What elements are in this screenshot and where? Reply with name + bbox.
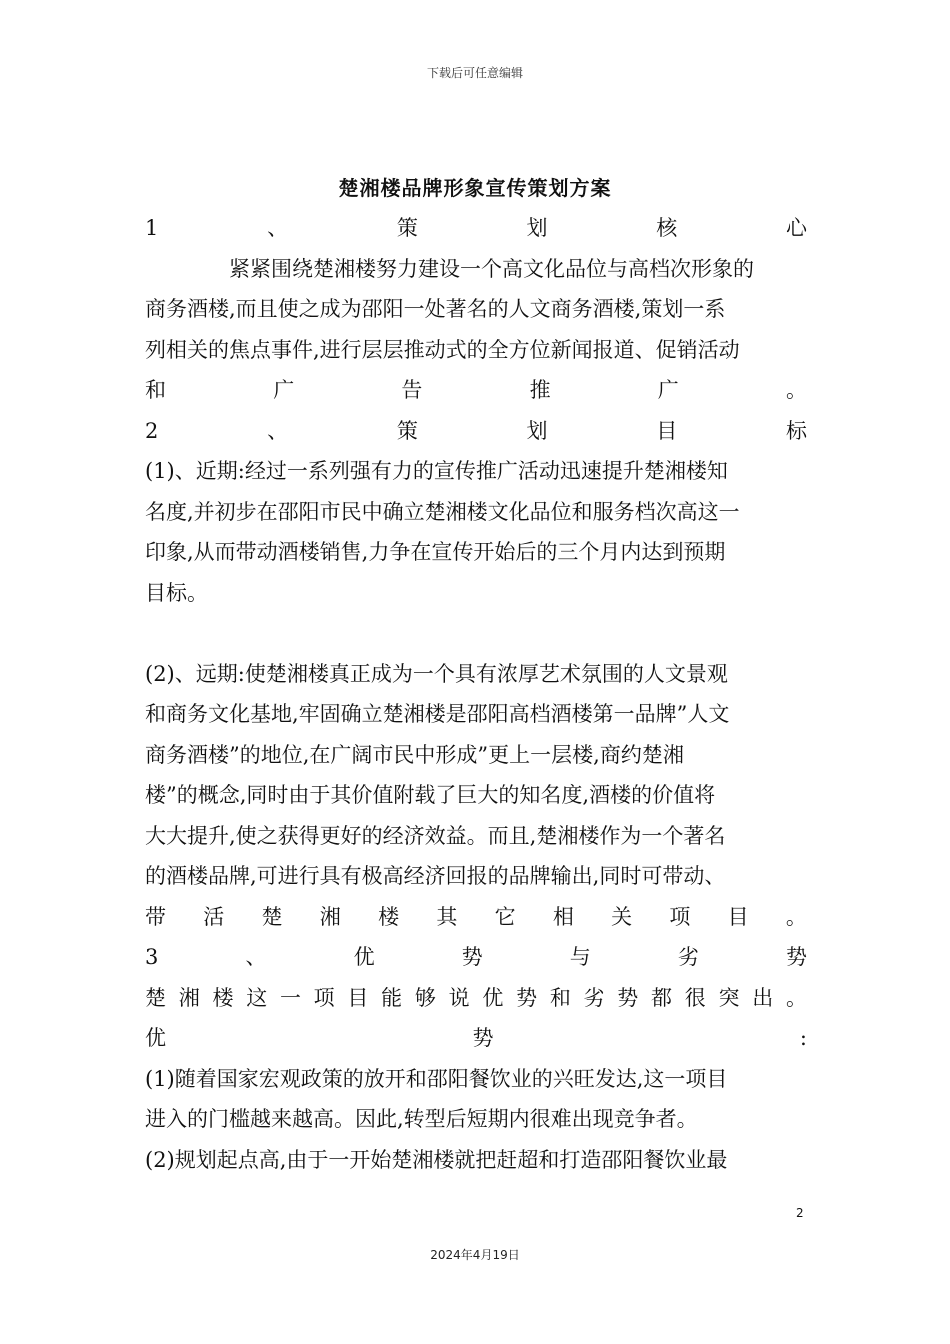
- paragraph-3-line: (2)、远期:使楚湘楼真正成为一个具有浓厚艺术氛围的人文景观: [145, 661, 728, 686]
- text-token: 势: [617, 985, 639, 1010]
- paragraph-3-line: 商务酒楼”的地位,在广阔市民中形成”更上一层楼,商约楚湘: [145, 742, 684, 767]
- text-token: 优: [145, 1026, 166, 1050]
- paragraph-2-line: (1)、近期:经过一系列强有力的宣传推广活动迅速提升楚湘楼知: [145, 459, 728, 483]
- text-token: 带: [145, 904, 166, 929]
- text-token: 、: [267, 216, 289, 240]
- text-token: 广: [273, 378, 295, 402]
- text-token: 楼: [378, 904, 400, 929]
- text-token: 其: [436, 904, 458, 929]
- text-token: 很: [684, 985, 706, 1010]
- text-token: 、: [245, 945, 267, 969]
- section-2-heading: [145, 411, 807, 452]
- paragraph-2-line: 目标。: [145, 580, 208, 605]
- text-token: 与: [569, 945, 591, 969]
- text-token: 。: [785, 985, 807, 1010]
- text-token: 势: [472, 1026, 494, 1050]
- text-token: 策: [396, 216, 418, 240]
- advantages-heading: [145, 1018, 807, 1059]
- paragraph-2-line: 名度,并初步在邵阳市民中确立楚湘楼文化品位和服务档次高这一: [145, 499, 740, 524]
- text-token: 势: [516, 985, 538, 1010]
- text-token: 目: [656, 418, 678, 443]
- text-token: 湘: [319, 904, 341, 929]
- text-token: 突: [718, 985, 740, 1010]
- text-token: 1: [145, 216, 159, 240]
- page-header: 下载后可任意编辑: [426, 66, 523, 80]
- document-body: [145, 208, 807, 1180]
- text-token: 这: [246, 985, 268, 1010]
- paragraph-3-line: 的酒楼品牌,可进行具有极高经济回报的品牌输出,同时可带动、: [145, 864, 726, 888]
- text-token: 它: [494, 904, 516, 929]
- paragraph-4-line: (2)规划起点高,由于一开始楚湘楼就把赶超和打造邵阳餐饮业最: [145, 1147, 728, 1172]
- text-token: 标: [785, 418, 807, 443]
- text-token: 能: [381, 985, 403, 1010]
- text-token: 心: [785, 216, 807, 240]
- document-title: 楚湘楼品牌形象宣传策划方案: [338, 176, 612, 200]
- text-token: 楚: [261, 904, 283, 929]
- text-token: 告: [401, 378, 423, 402]
- text-token: 和: [145, 378, 166, 402]
- text-token: 。: [785, 378, 807, 402]
- text-token: 一: [279, 985, 301, 1010]
- text-token: 湘: [178, 985, 200, 1010]
- text-token: :: [799, 1026, 807, 1050]
- text-token: 划: [526, 216, 548, 240]
- text-token: 活: [203, 904, 225, 929]
- text-token: 相: [552, 904, 574, 929]
- section-3-intro: [145, 978, 807, 1019]
- text-token: 推: [529, 378, 551, 402]
- text-token: 2: [145, 418, 159, 443]
- text-token: 楼: [212, 985, 234, 1010]
- paragraph-3-line: 大大提升,使之获得更好的经济效益。而且,楚湘楼作为一个著名: [145, 823, 726, 848]
- text-token: 。: [785, 904, 807, 929]
- text-token: 优: [482, 985, 504, 1010]
- text-token: 目: [347, 985, 369, 1010]
- text-token: 项: [313, 985, 335, 1010]
- page-number: 2: [796, 1206, 804, 1220]
- text-token: 、: [267, 418, 289, 443]
- paragraph-3-line: 和商务文化基地,牢固确立楚湘楼是邵阳高档酒楼第一品牌”人文: [145, 702, 730, 726]
- section-3-heading: [145, 937, 807, 978]
- text-token: 和: [549, 985, 571, 1010]
- text-token: 楚: [145, 985, 166, 1010]
- paragraph-4-line: 进入的门槛越来越高。因此,转型后短期内很难出现竞争者。: [145, 1107, 698, 1131]
- text-token: 都: [651, 985, 673, 1010]
- paragraph-3-end: [145, 897, 807, 938]
- text-token: 划: [526, 418, 548, 443]
- blank-line: [145, 613, 807, 654]
- text-token: 势: [785, 945, 807, 969]
- text-token: 目: [727, 904, 749, 929]
- text-token: 关: [611, 904, 633, 929]
- text-token: 劣: [677, 945, 699, 969]
- text-token: 核: [656, 216, 678, 240]
- text-token: 策: [396, 418, 418, 443]
- paragraph-3-line: 楼”的概念,同时由于其价值附载了巨大的知名度,酒楼的价值将: [145, 783, 716, 807]
- paragraph-2-line: 印象,从而带动酒楼销售,力争在宣传开始后的三个月内达到预期: [145, 540, 726, 564]
- text-token: 够: [414, 985, 436, 1010]
- text-token: 项: [669, 904, 691, 929]
- text-token: 出: [752, 985, 774, 1010]
- text-token: 说: [448, 985, 470, 1010]
- paragraph-1-line: 列相关的焦点事件,进行层层推动式的全方位新闻报道、促销活动: [145, 337, 740, 362]
- text-token: 势: [461, 945, 483, 969]
- text-token: 劣: [583, 985, 605, 1010]
- text-token: 3: [145, 945, 159, 969]
- paragraph-1-line: 商务酒楼,而且使之成为邵阳一处著名的人文商务酒楼,策划一系: [145, 297, 726, 321]
- page-footer-date: 2024年4月19日: [430, 1248, 520, 1262]
- text-token: 优: [353, 945, 375, 969]
- paragraph-1-end: [145, 370, 807, 411]
- paragraph-1-line: 紧紧围绕楚湘楼努力建设一个高文化品位与高档次形象的: [229, 256, 754, 281]
- text-token: 广: [657, 378, 679, 402]
- section-1-heading: [145, 208, 807, 249]
- paragraph-4-line: (1)随着国家宏观政策的放开和邵阳餐饮业的兴旺发达,这一项目: [145, 1066, 728, 1091]
